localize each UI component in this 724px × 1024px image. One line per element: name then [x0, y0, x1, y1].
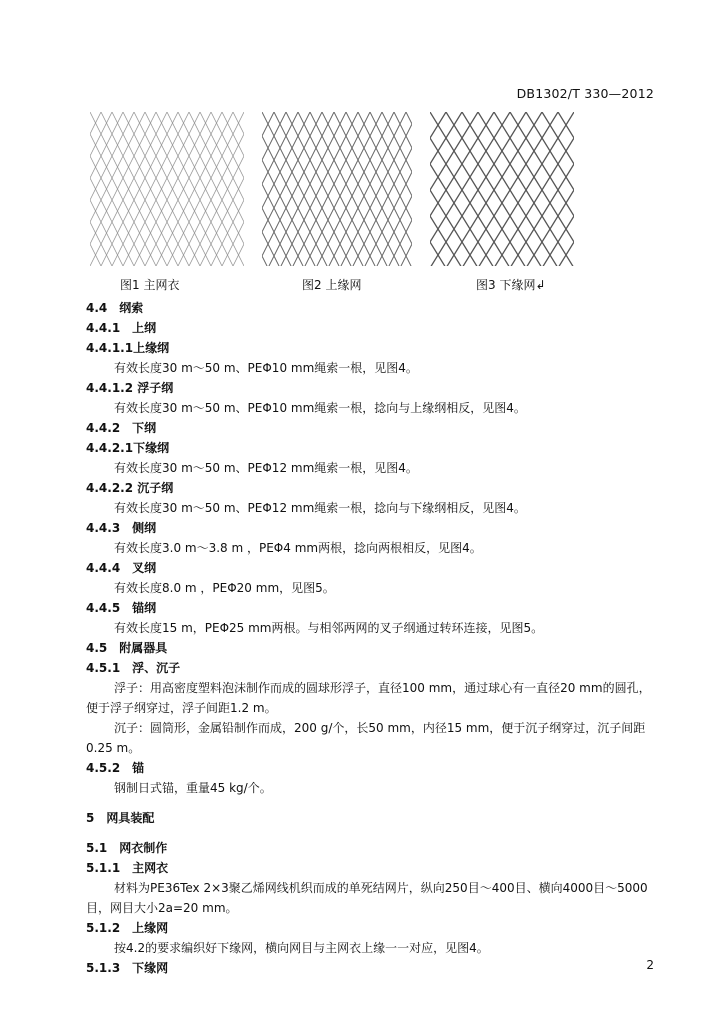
- section-heading: 4.5 附属器具: [86, 641, 168, 655]
- paragraph: 材料为PE36Tex 2×3聚乙烯网线机织而成的单死结网片，纵向250目～400目、横向4000目～5000目，网目大小2a=20 mm。: [86, 881, 648, 915]
- section-heading: 4.5.1 浮、沉子: [86, 661, 181, 675]
- figure-lower-edge-net: [430, 112, 574, 266]
- paragraph: 有效长度30 m～50 m、PEΦ12 mm绳索一根，见图4。: [114, 461, 418, 475]
- figure-main-net: [90, 112, 244, 266]
- figure-caption: 图2 上缘网: [302, 278, 362, 292]
- section-heading: 4.4.2.1下缘纲: [86, 441, 170, 455]
- section-heading: 4.4.5 锚纲: [86, 601, 157, 615]
- paragraph: 有效长度3.0 m～3.8 m ，PEΦ4 mm两根，捻向两根相反，见图4。: [114, 541, 482, 555]
- section-heading: 4.4.2.2 沉子纲: [86, 481, 174, 495]
- section-heading: 5 网具装配: [86, 811, 155, 825]
- paragraph: 钢制日式锚，重量45 kg/个。: [114, 781, 272, 795]
- paragraph: 按4.2的要求编织好下缘网，横向网目与主网衣上缘一一对应，见图4。: [114, 941, 489, 955]
- figure-caption: 图1 主网衣: [120, 278, 180, 292]
- section-heading: 4.4.1.2 浮子纲: [86, 381, 174, 395]
- paragraph: 有效长度8.0 m ，PEΦ20 mm，见图5。: [114, 581, 335, 595]
- section-heading: 4.4.2 下纲: [86, 421, 157, 435]
- section-heading: 5.1 网衣制作: [86, 841, 168, 855]
- section-heading: 4.4.4 叉纲: [86, 561, 157, 575]
- document-body: [86, 298, 656, 978]
- section-heading: 4.4.3 侧纲: [86, 521, 157, 535]
- figure-caption: 图3 下缘网↲: [476, 278, 546, 292]
- net-mesh-coarse-icon: [430, 112, 574, 266]
- page-number: 2: [646, 958, 654, 972]
- paragraph: 有效长度30 m～50 m、PEΦ10 mm绳索一根，捻向与上缘纲相反，见图4。: [114, 401, 526, 415]
- section-heading: 4.5.2 锚: [86, 761, 145, 775]
- paragraph: 浮子：用高密度塑料泡沫制作而成的圆球形浮子，直径100 mm，通过球心有一直径20 mm的圆孔，便于浮子纲穿过，浮子间距1.2 m。: [86, 681, 651, 715]
- paragraph: 有效长度30 m～50 m、PEΦ12 mm绳索一根，捻向与下缘纲相反，见图4。: [114, 501, 526, 515]
- section-heading: 4.4.1.1上缘纲: [86, 341, 170, 355]
- section-heading: 5.1.3 下缘网: [86, 961, 169, 975]
- paragraph: 有效长度15 m，PEΦ25 mm两根。与相邻两网的叉子纲通过转环连接，见图5。: [114, 621, 544, 635]
- section-heading: 4.4 纲索: [86, 301, 144, 315]
- paragraph: 沉子：圆筒形，金属铅制作而成，200 g/个，长50 mm，内径15 mm，便于沉子纲穿过，沉子间距0.25 m。: [86, 721, 646, 755]
- net-mesh-fine-icon: [90, 112, 244, 266]
- net-mesh-medium-icon: [262, 112, 412, 266]
- figure-upper-edge-net: [262, 112, 412, 266]
- section-heading: 5.1.2 上缘网: [86, 921, 169, 935]
- section-heading: 5.1.1 主网衣: [86, 861, 169, 875]
- section-gap: [86, 828, 656, 838]
- paragraph: 有效长度30 m～50 m、PEΦ10 mm绳索一根，见图4。: [114, 361, 418, 375]
- section-heading: 4.4.1 上纲: [86, 321, 157, 335]
- section-gap: [86, 798, 656, 808]
- header-doc-code: DB1302/T 330—2012: [516, 86, 654, 101]
